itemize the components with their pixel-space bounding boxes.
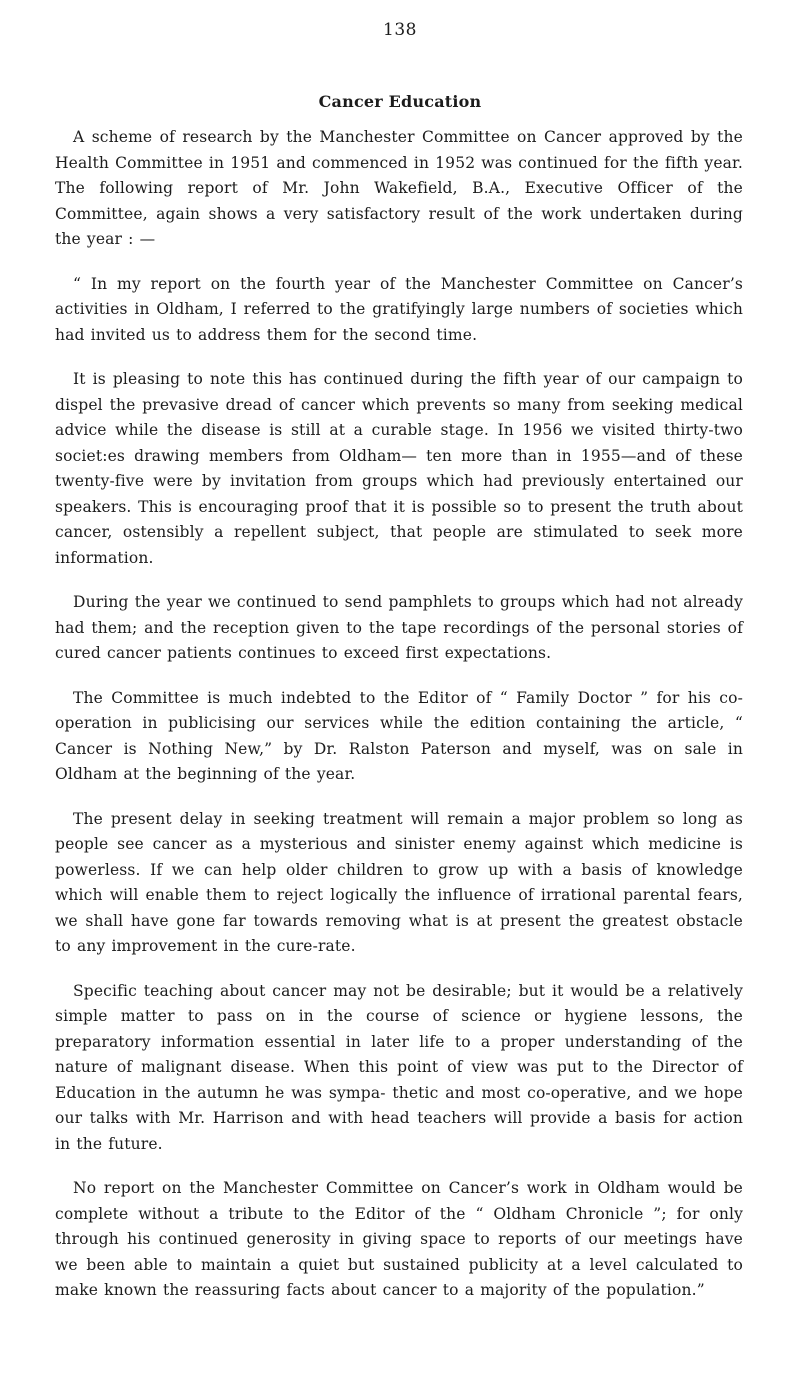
paragraph-family-doctor: The Committee is much indebted to the Editor of “ Family Doctor ” for his co-operation in publicising our services while the edition containing the article, “ Cancer is Nothing New,” by Dr. Ralston Paterson and myself, was on sale in Oldham at the beginning of the year. bbox=[55, 688, 743, 783]
paragraph-specific-teaching: Specific teaching about cancer may not be desirable; but it would be a relatively simple matter to pass on in the course of science or hygiene lessons, the preparatory information essential in later life to a proper understanding of the nature of malignant disease. When this point of view was put to the Director of Education in the autumn he was sympa- thetic and most co-operative, and we hope our talks with Mr. Harrison and with head teachers will provide a basis for action in the future. bbox=[55, 981, 743, 1153]
paragraph-oldham-chronicle: No report on the Manchester Committee on Cancer’s work in Oldham would be complete without a tribute to the Editor of the “ Oldham Chronicle ”; for only through his continued generosity in giving space to reports of our meetings have we been able to maintain a quiet but sustained publicity at a level calculated to make known the reassuring facts about cancer to a majority of the population.” bbox=[55, 1179, 743, 1299]
section-title: Cancer Education bbox=[318, 92, 482, 111]
paragraph-scheme-intro: A scheme of research by the Manchester Committee on Cancer approved by the Health Committee in 1951 and commenced in 1952 was continued for the fifth year. The following report of Mr. John Wakefield, B.A., Executive Officer of the Committee, again shows a very satisfactory result of the work undertaken during the year : — bbox=[55, 128, 743, 248]
paragraph-report-opening: “ In my report on the fourth year of the Manchester Committee on Cancer’s activities in Oldham, I referred to the gratifyingly large numbers of societies which had invited us to address them for the second time. bbox=[55, 274, 743, 344]
paragraph-campaign-progress: It is pleasing to note this has continued during the fifth year of our campaign to dispel the prevasive dread of cancer which prevents so many from seeking medical advice while the disease is still at a curable stage. In 1956 we visited thirty-two societ:es drawing members from Oldham— ten more than in 1955—and of these twenty-five were by invitation from groups which had previously entertained our speakers. This is encouraging proof that it is possible so to present the truth about cancer, ostensibly a repellent subject, that people are stimulated to seek more information. bbox=[55, 370, 743, 567]
paragraph-pamphlets: During the year we continued to send pamphlets to groups which had not already had them; and the reception given to the tape recordings of the personal stories of cured cancer patients continues to exceed first expectations. bbox=[55, 593, 743, 662]
paragraph-treatment-delay: The present delay in seeking treatment will remain a major problem so long as people see cancer as a mysterious and sinister enemy against which medicine is powerless. If we can help older children to grow up with a basis of knowledge which will enable them to reject logically the influence of irrational parental fears, we shall have gone far towards removing what is at present the greatest obstacle to any improvement in the cure-rate. bbox=[55, 809, 743, 955]
body-text bbox=[55, 125, 743, 1323]
page-number: 138 bbox=[383, 20, 417, 40]
